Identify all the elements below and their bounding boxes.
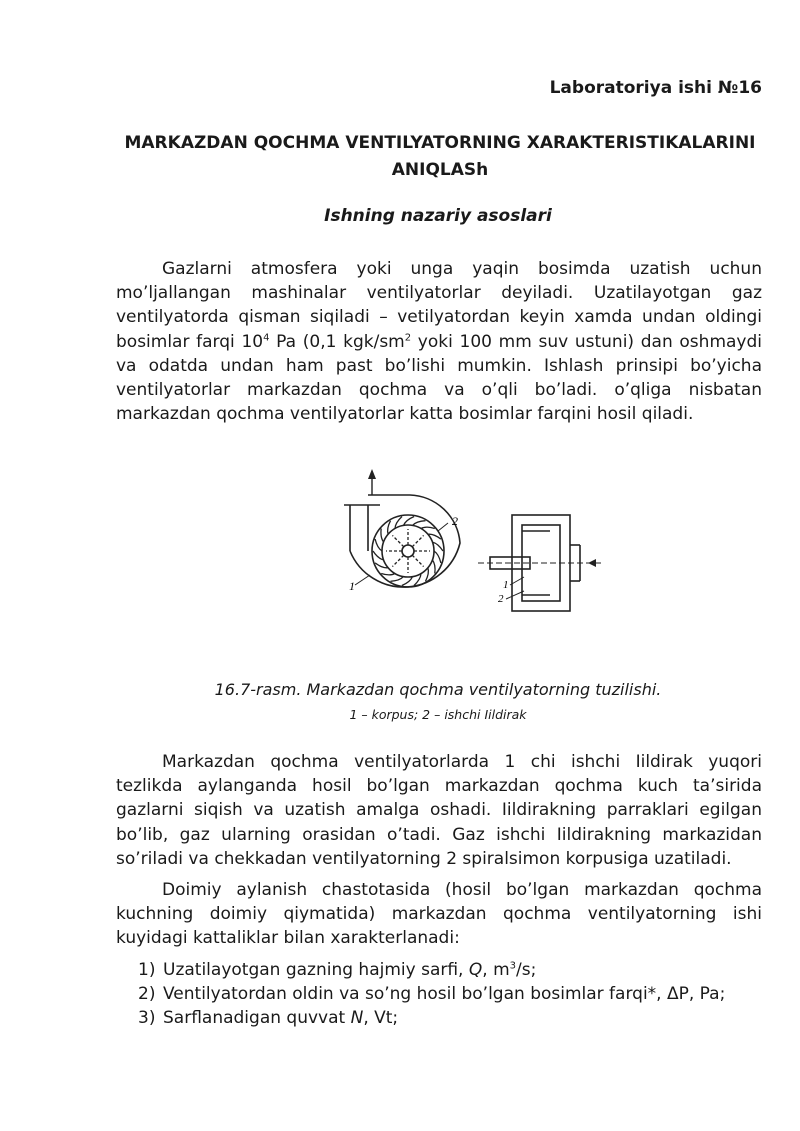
paragraph-principle: Markazdan qochma ventilyatorlarda 1 chi ishchi Iildirak yuqori tezlikda aylanganda hosil bo’lgan markazdan qochma kuch ta’sirida gazlarni siqish va uzatish amalga oshadi. Iildirakning parraklari egilgan bo’lib, gaz ularning orasidan o’tadi. Gaz ishchi Iildirakning markazidan so’riladi va chekkadan ventilyatorning 2 spiralsimon korpusiga uzatiladi.	[116, 752, 762, 869]
list-text: Uzatilayotgan gazning hajmiy sarfi,	[163, 960, 469, 980]
variable: N	[350, 1008, 364, 1029]
superscript: 3	[509, 960, 517, 972]
list-text: , Vt;	[363, 1008, 399, 1029]
paragraph-text: yoki 100 mm suv ustuni) dan oshmaydi va odatda undan ham past bo’lishi mumkin. Ishlash prinsipi bo’yicha ventilyatorlar markazdan qochma va o’qli bo’ladi. o’qliga nisbatan markazdan qochma ventilyatorlar katta bosimlar farqini hosil qiladi.	[116, 331, 762, 425]
title-line-1: MARKAZDAN QOCHMA VENTILYATORNING XARAKTERISTIKALARINI	[124, 133, 756, 153]
figure-label-2-left: 2	[452, 514, 458, 528]
figure-caption: 16.7-rasm. Markazdan qochma ventilyatorning tuzilishi.	[214, 680, 662, 699]
list-number: 1)	[138, 960, 156, 980]
hub-spoke	[412, 555, 423, 566]
hub-spoke	[412, 535, 423, 546]
list-item	[138, 982, 725, 1006]
impeller-blade	[375, 539, 382, 551]
hub-spoke	[392, 555, 403, 566]
paragraph-text: Gazlarni atmosfera yoki unga yaqin bosimda uzatish uchun mo’ljallangan mashinalar ventilyatorlar deyiladi. Uzatilayotgan gaz ventilyatorda qisman siqiladi – vetilyatordan keyin xamda undan oldingi bosimlar farqi 10	[116, 259, 762, 352]
hub-spoke	[392, 535, 403, 546]
paragraph-characteristics: Doimiy aylanish chastotasida (hosil bo’lgan markazdan qochma kuchning doimiy qiymatida) markazdan qochma ventilyatorning ishi kuyidagi kattaliklar bilan xarakterlanadi:	[116, 880, 762, 949]
impeller-blade	[413, 521, 426, 526]
outlet-arrowhead	[368, 469, 376, 479]
list-number: 2)	[138, 984, 156, 1005]
list-item	[138, 1006, 725, 1030]
impeller-blade	[421, 527, 435, 528]
lab-number: Laboratoriya ishi №16	[549, 78, 762, 98]
figure-label-2-right: 2	[498, 593, 504, 605]
impeller-blade	[404, 517, 415, 526]
list-text: , m	[482, 960, 510, 980]
casing-front-view	[344, 495, 460, 587]
impeller-blade	[381, 574, 395, 575]
list-item	[138, 958, 725, 982]
figure-caption-legend: 1 – korpus; 2 – ishchi Iildirak	[349, 707, 527, 722]
list-number: 3)	[138, 1008, 156, 1029]
inlet-arrowhead	[588, 559, 596, 567]
list-text: /s;	[516, 960, 537, 980]
fan-diagram	[340, 465, 610, 615]
list-text: Sarflanadigan quvvat	[163, 1008, 351, 1029]
paragraph-intro	[116, 257, 762, 426]
impeller-blade	[402, 577, 413, 586]
figure-label-1-right: 1	[503, 579, 509, 591]
impeller-blade	[391, 577, 404, 582]
superscript: 4	[263, 331, 270, 343]
impeller-blade	[432, 560, 435, 574]
list-text: Ventilyatordan oldin va so’ng hosil bo’lgan bosimlar farqi*, ΔP, Pa;	[163, 984, 726, 1005]
title-line-2: ANIQLASh	[391, 160, 489, 180]
variable: Q	[468, 960, 483, 980]
characteristics-list	[138, 958, 725, 1031]
impeller-blade	[434, 551, 441, 563]
document-title	[100, 130, 780, 184]
figure-label-1-left: 1	[349, 579, 355, 593]
impeller-blades	[373, 517, 443, 586]
impeller-blade	[381, 529, 384, 543]
superscript: 2	[404, 331, 412, 343]
paragraph-text: Pa (0,1 kgk/sm	[269, 331, 405, 352]
section-title: Ishning nazariy asoslari	[324, 206, 552, 226]
